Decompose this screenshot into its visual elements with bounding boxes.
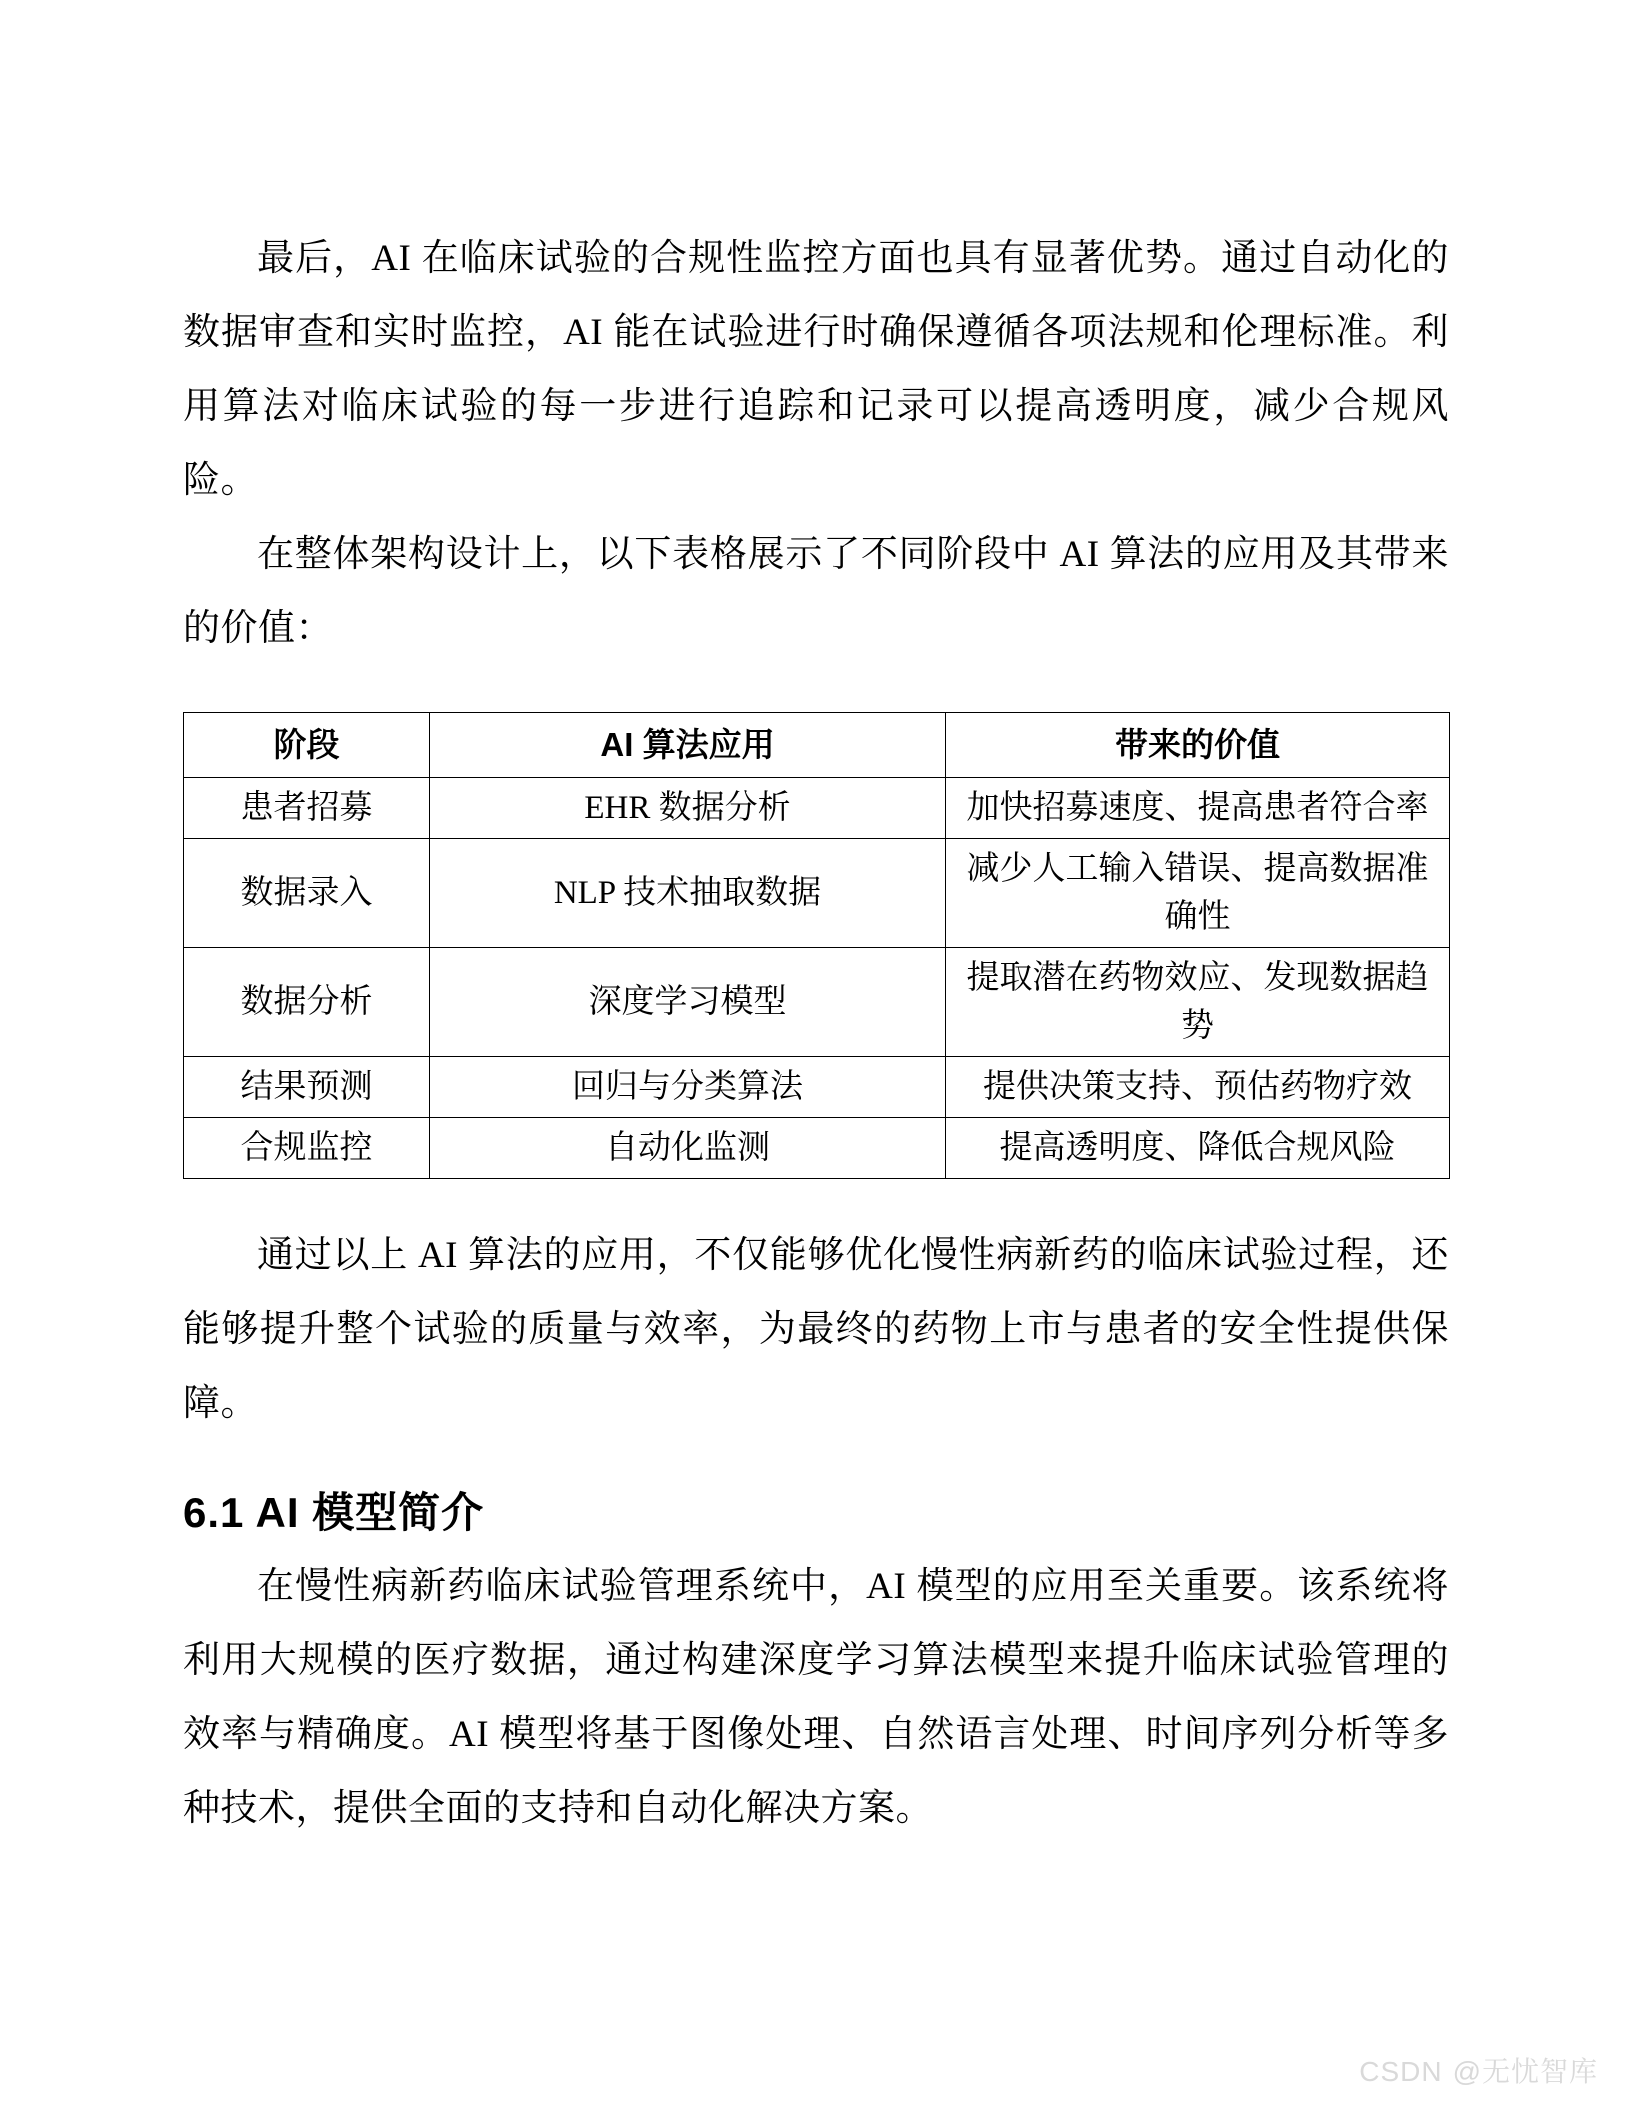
watermark: [1359, 2050, 1598, 2090]
paragraph-table-summary: 通过以上 AI 算法的应用，不仅能够优化慢性病新药的临床试验过程，还能够提升整个试验的质量与效率，为最终的药物上市与患者的安全性提供保障。: [183, 1235, 1449, 1424]
cell-algorithm: EHR 数据分析: [430, 778, 946, 839]
cell-stage: 数据录入: [184, 839, 430, 948]
page-content: [183, 0, 1449, 1846]
ai-algorithm-table: [183, 712, 1450, 1179]
cell-value: 加快招募速度、提高患者符合率: [946, 778, 1450, 839]
ai-algorithm-table-wrapper: [183, 712, 1449, 1179]
table-row: [184, 948, 1450, 1057]
spacer-after-heading: [183, 1540, 1449, 1550]
paragraph-table-intro: 在整体架构设计上，以下表格展示了不同阶段中 AI 算法的应用及其带来的价值：: [183, 534, 1449, 649]
table-header-algorithm: AI 算法应用: [430, 713, 946, 778]
cell-value: 提供决策支持、预估药物疗效: [946, 1057, 1450, 1118]
table-body: [184, 778, 1450, 1179]
cell-stage: 合规监控: [184, 1118, 430, 1179]
cell-algorithm: NLP 技术抽取数据: [430, 839, 946, 948]
cell-stage: 患者招募: [184, 778, 430, 839]
table-header-row: [184, 713, 1450, 778]
section-heading-6-1: 6.1 AI 模型简介: [183, 1489, 485, 1536]
table-row: [184, 778, 1450, 839]
table-header-stage: 阶段: [184, 713, 430, 778]
watermark-handle: @无忧智库: [1452, 2056, 1598, 2087]
table-row: [184, 1118, 1450, 1179]
cell-value: 提取潜在药物效应、发现数据趋势: [946, 948, 1450, 1057]
cell-algorithm: 自动化监测: [430, 1118, 946, 1179]
table-header-value: 带来的价值: [946, 713, 1450, 778]
paragraph-compliance-monitoring: 最后，AI 在临床试验的合规性监控方面也具有显著优势。通过自动化的数据审查和实时监控，AI 能在试验进行时确保遵循各项法规和伦理标准。利用算法对临床试验的每一步进行追踪和记录可以提高透明度，减少合规风险。: [183, 238, 1449, 501]
cell-value: 减少人工输入错误、提高数据准确性: [946, 839, 1450, 948]
cell-stage: 数据分析: [184, 948, 430, 1057]
table-header: [184, 713, 1450, 778]
watermark-brand: CSDN: [1359, 2056, 1443, 2087]
cell-value: 提高透明度、降低合规风险: [946, 1118, 1450, 1179]
cell-stage: 结果预测: [184, 1057, 430, 1118]
cell-algorithm: 回归与分类算法: [430, 1057, 946, 1118]
cell-algorithm: 深度学习模型: [430, 948, 946, 1057]
table-row: [184, 1057, 1450, 1118]
paragraph-ai-model-intro: 在慢性病新药临床试验管理系统中，AI 模型的应用至关重要。该系统将利用大规模的医疗数据，通过构建深度学习算法模型来提升临床试验管理的效率与精确度。AI 模型将基于图像处理、自然语言处理、时间序列分析等多种技术，提供全面的支持和自动化解决方案。: [183, 1565, 1449, 1829]
table-row: [184, 839, 1450, 948]
spacer-before-heading: [183, 1441, 1449, 1487]
